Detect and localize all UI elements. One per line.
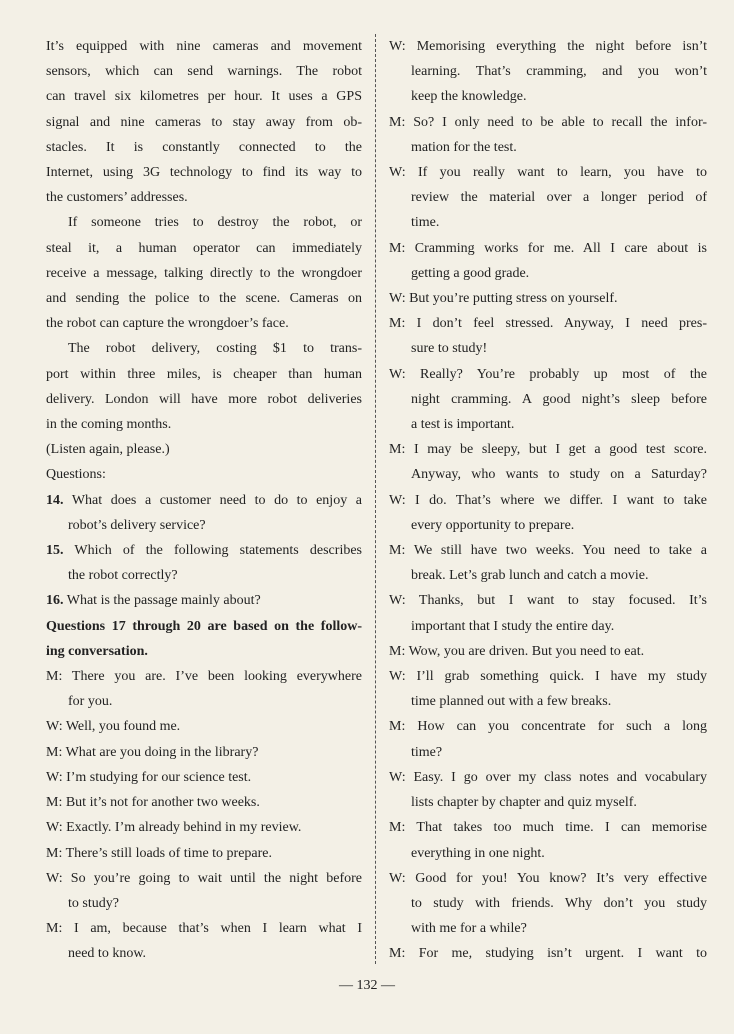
- line-text: the customers’ addresses.: [46, 190, 188, 206]
- text-line: [46, 210, 362, 235]
- text-line: [389, 261, 707, 286]
- line-text: M: We still have two weeks. You need to take a: [389, 543, 707, 559]
- line-text: M: There you are. I’ve been looking everywhere: [46, 669, 362, 685]
- line-text: port within three miles, is cheaper than human: [46, 366, 362, 382]
- line-text: W: I do. That’s where we differ. I want to take: [389, 492, 707, 508]
- question-number: 16.: [46, 593, 64, 609]
- line-text: M: Wow, you are driven. But you need to eat.: [389, 643, 645, 659]
- line-text: The robot delivery, costing $1 to trans-: [68, 341, 362, 357]
- line-text: W: I’m studying for our science test.: [46, 769, 252, 785]
- line-text: delivery. London will have more robot deliveries: [46, 391, 362, 407]
- column-divider: [375, 34, 376, 964]
- line-text: a test is important.: [411, 417, 515, 433]
- text-line: [389, 336, 707, 361]
- line-text: night cramming. A good night’s sleep before: [411, 391, 707, 407]
- text-line: [389, 664, 707, 689]
- line-text: M: Cramming works for me. All I care about is: [389, 240, 707, 256]
- line-text: ing conversation.: [46, 643, 148, 659]
- line-text: sure to study!: [411, 341, 488, 357]
- text-line: [46, 488, 362, 513]
- line-text: W: Exactly. I’m already behind in my review.: [46, 820, 302, 836]
- text-line: [46, 765, 362, 790]
- text-line: [46, 387, 362, 412]
- text-line: [389, 916, 707, 941]
- text-line: [389, 513, 707, 538]
- line-text: to study?: [68, 895, 119, 911]
- text-line: [389, 790, 707, 815]
- line-text: What does a customer need to do to enjoy a: [63, 492, 362, 508]
- line-text: sensors, which can send warnings. The robot: [46, 64, 362, 80]
- line-text: M: I don’t feel stressed. Anyway, I need pres-: [389, 316, 707, 332]
- text-line: [389, 866, 707, 891]
- text-line: [389, 387, 707, 412]
- text-line: [389, 59, 707, 84]
- text-line: [46, 160, 362, 185]
- text-line: [46, 815, 362, 840]
- text-line: [389, 412, 707, 437]
- text-line: [389, 210, 707, 235]
- line-text: M: What are you doing in the library?: [46, 744, 259, 760]
- line-text: Questions 17 through 20 are based on the follow-: [46, 618, 362, 634]
- text-line: [46, 236, 362, 261]
- text-line: [46, 664, 362, 689]
- line-text: M: So? I only need to be able to recall the infor-: [389, 114, 707, 130]
- text-line: [46, 841, 362, 866]
- text-line: [46, 286, 362, 311]
- line-text: W: I’ll grab something quick. I have my study: [389, 669, 707, 685]
- line-text: W: Good for you! You know? It’s very effective: [389, 870, 707, 886]
- line-text: and sending the police to the scene. Cameras on: [46, 291, 362, 307]
- text-line: [46, 790, 362, 815]
- text-line: [389, 135, 707, 160]
- line-text: W: But you’re putting stress on yourself.: [389, 291, 618, 307]
- text-line: [46, 916, 362, 941]
- text-line: [46, 412, 362, 437]
- line-text: M: I am, because that’s when I learn what I: [46, 921, 362, 937]
- text-line: [46, 866, 362, 891]
- text-line: [389, 588, 707, 613]
- text-line: [389, 362, 707, 387]
- text-line: [46, 614, 362, 639]
- line-text: W: Well, you found me.: [46, 719, 181, 735]
- line-text: M: That takes too much time. I can memorise: [389, 820, 707, 836]
- text-line: [389, 614, 707, 639]
- text-line: [389, 110, 707, 135]
- text-line: [389, 34, 707, 59]
- line-text: steal it, a human operator can immediately: [46, 240, 362, 256]
- text-line: [389, 84, 707, 109]
- text-line: [389, 941, 707, 966]
- text-line: [389, 891, 707, 916]
- text-line: [389, 689, 707, 714]
- text-line: [46, 311, 362, 336]
- text-line: [389, 714, 707, 739]
- line-text: learning. That’s cramming, and you won’t: [411, 64, 707, 80]
- line-text: robot’s delivery service?: [68, 517, 206, 533]
- line-text: M: There’s still loads of time to prepare.: [46, 845, 273, 861]
- text-line: [46, 941, 362, 966]
- line-text: in the coming months.: [46, 417, 172, 433]
- line-text: Which of the following statements describes: [63, 543, 362, 559]
- text-line: [46, 639, 362, 664]
- line-text: keep the knowledge.: [411, 89, 527, 105]
- text-line: [46, 437, 362, 462]
- line-text: M: For me, studying isn’t urgent. I want to: [389, 946, 707, 962]
- line-text: W: Really? You’re probably up most of the: [389, 366, 707, 382]
- line-text: W: So you’re going to wait until the night before: [46, 870, 362, 886]
- line-text: to study with friends. Why don’t you study: [411, 895, 707, 911]
- line-text: Anyway, who wants to study on a Saturday?: [411, 467, 707, 483]
- text-line: [46, 891, 362, 916]
- text-line: [46, 740, 362, 765]
- line-text: M: But it’s not for another two weeks.: [46, 795, 260, 811]
- text-line: [389, 639, 707, 664]
- text-line: [46, 538, 362, 563]
- right-column: [389, 34, 707, 967]
- text-line: [46, 588, 362, 613]
- line-text: every opportunity to prepare.: [411, 517, 575, 533]
- question-number: 15.: [46, 543, 64, 559]
- line-text: getting a good grade.: [411, 265, 530, 281]
- line-text: W: Easy. I go over my class notes and vocabulary: [389, 769, 707, 785]
- line-text: mation for the test.: [411, 139, 517, 155]
- line-text: stacles. It is constantly connected to the: [46, 139, 362, 155]
- text-line: [389, 160, 707, 185]
- text-line: [389, 563, 707, 588]
- text-line: [389, 185, 707, 210]
- line-text: can travel six kilometres per hour. It uses a GPS: [46, 89, 362, 105]
- line-text: important that I study the entire day.: [411, 618, 615, 634]
- text-line: [389, 841, 707, 866]
- line-text: review the material over a longer period of: [411, 190, 707, 206]
- text-line: [389, 740, 707, 765]
- text-line: [46, 34, 362, 59]
- line-text: M: I may be sleepy, but I get a good test score.: [389, 442, 707, 458]
- text-line: [46, 110, 362, 135]
- line-text: W: Thanks, but I want to stay focused. It’s: [389, 593, 707, 609]
- text-line: [389, 815, 707, 840]
- line-text: signal and nine cameras to stay away from ob-: [46, 114, 362, 130]
- text-line: [46, 714, 362, 739]
- line-text: with me for a while?: [411, 921, 527, 937]
- line-text: time?: [411, 744, 443, 760]
- text-line: [389, 437, 707, 462]
- line-text: receive a message, talking directly to the wrongdoer: [46, 265, 362, 281]
- line-text: break. Let’s grab lunch and catch a movie.: [411, 568, 649, 584]
- text-line: [46, 59, 362, 84]
- text-line: [46, 135, 362, 160]
- line-text: everything in one night.: [411, 845, 545, 861]
- line-text: time.: [411, 215, 440, 231]
- line-text: for you.: [68, 694, 113, 710]
- line-text: W: If you really want to learn, you have to: [389, 165, 707, 181]
- text-line: [389, 488, 707, 513]
- line-text: M: How can you concentrate for such a long: [389, 719, 707, 735]
- text-line: [46, 84, 362, 109]
- page-number: — 132 —: [339, 978, 395, 993]
- line-text: the robot can capture the wrongdoer’s face.: [46, 316, 289, 332]
- text-line: [389, 236, 707, 261]
- text-line: [389, 311, 707, 336]
- line-text: lists chapter by chapter and quiz myself.: [411, 795, 637, 811]
- text-line: [46, 689, 362, 714]
- text-line: [46, 513, 362, 538]
- line-text: the robot correctly?: [68, 568, 178, 584]
- text-line: [46, 362, 362, 387]
- text-line: [389, 462, 707, 487]
- line-text: What is the passage mainly about?: [63, 593, 261, 609]
- left-column: [46, 34, 362, 967]
- text-line: [46, 336, 362, 361]
- line-text: Questions:: [46, 467, 106, 483]
- text-line: [46, 261, 362, 286]
- text-line: [46, 185, 362, 210]
- line-text: It’s equipped with nine cameras and movement: [46, 39, 362, 54]
- line-text: W: Memorising everything the night before isn’t: [389, 39, 707, 54]
- line-text: time planned out with a few breaks.: [411, 694, 612, 710]
- text-line: [389, 286, 707, 311]
- text-line: [389, 538, 707, 563]
- text-line: [389, 765, 707, 790]
- line-text: Internet, using 3G technology to find its way to: [46, 165, 362, 181]
- line-text: If someone tries to destroy the robot, or: [68, 215, 362, 231]
- text-line: [46, 563, 362, 588]
- text-line: [46, 462, 362, 487]
- question-number: 14.: [46, 492, 64, 508]
- line-text: need to know.: [68, 946, 147, 962]
- line-text: (Listen again, please.): [46, 442, 170, 458]
